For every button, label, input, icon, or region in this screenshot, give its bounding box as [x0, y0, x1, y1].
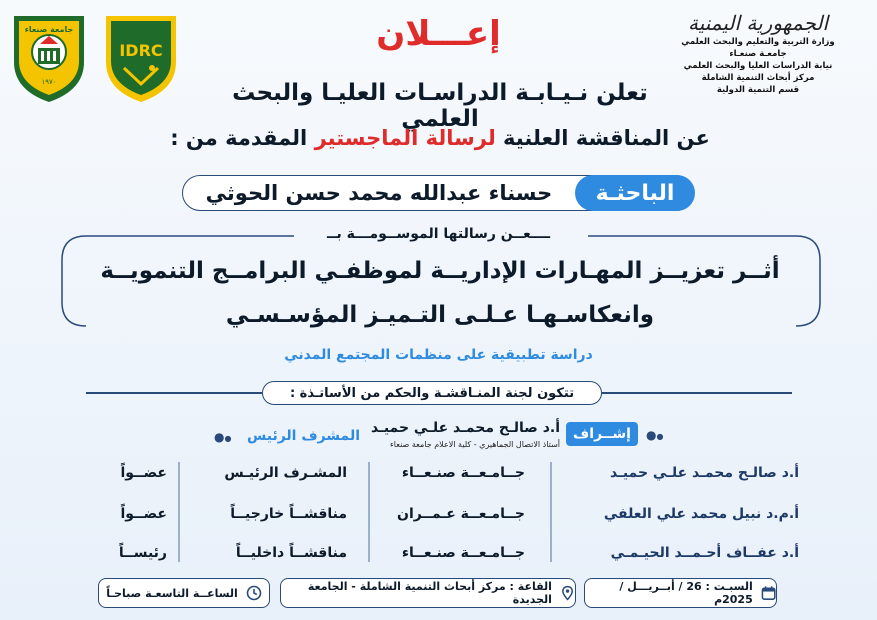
researcher-box [182, 175, 694, 211]
column-divider [178, 462, 180, 562]
member-role: المشـرف الرئيـس [224, 465, 347, 481]
study-subtitle: دراسة تطبيقية على منظمات المجتمع المدني [284, 347, 593, 363]
university-line: جامعـة صنعـاء [729, 49, 787, 59]
supervisor-affiliation: أستاذ الاتصال الجماهيري - كلية الاعلام جامعة صنعاء [390, 440, 560, 449]
member-university: جــامـعــة صنـعــاء [401, 545, 525, 561]
footer-date-text: السبـت : 26 / أبــريـــل / 2025م [619, 580, 753, 606]
republic-script-title: الجمهورية اليمنية [687, 11, 829, 35]
thesis-label: ــــعــن رسالتها الموســومـــة بــ [326, 226, 551, 242]
bullet-dots-icon: ●● [646, 428, 664, 442]
member-position: رئيســاً [118, 545, 167, 561]
member-role: مناقشــاً داخليــاً [235, 545, 347, 561]
member-role: مناقشــاً خارجيــاً [230, 506, 347, 522]
member-name: أ.م.د نبيل محمد علي العلفي [603, 506, 799, 522]
announcement-line1: تعلن نـيـابـة الدراسـات العليـا والبحث العلمي [232, 80, 648, 132]
sanaa-logo-year: ١٩٧٠ [41, 78, 57, 86]
calendar-icon [761, 585, 776, 601]
supervisor-name: أ.د صالـح محمـد علـي حميـد [370, 420, 560, 436]
footer-date [584, 578, 777, 608]
line2-suffix: المقدمة من : [170, 126, 315, 150]
center-line: مركز أبحاث التنمية الشاملة [701, 73, 815, 83]
footer-venue [280, 578, 576, 608]
line2-highlight: لرسالة الماجستير [314, 126, 496, 150]
member-name: أ.د صالـح محمـد علـي حميـد [609, 465, 799, 481]
announcement-title: إعـــلان [376, 14, 501, 54]
department-line: قسم التنمية الدولية [716, 85, 800, 95]
sanaa-logo-text: جامعة صنعاء [24, 25, 74, 34]
footer-time-text: الساعــة التاسعـة صباحـاً [106, 586, 238, 600]
researcher-tag: الباحثـة [575, 175, 695, 211]
footer-venue-text: القاعة : مركز أبحاث التنمية الشاملة - الجامعة الجديدة [307, 580, 552, 606]
announcement-line2 [120, 126, 760, 150]
member-position: عضــواً [120, 506, 167, 522]
supervision-tag: إشــراف [566, 422, 638, 446]
thesis-title-line2: وانعكاسـهـا عـلـى التـميـز المؤسـسـي [225, 302, 655, 328]
column-divider [368, 462, 370, 562]
committee-rule-right [602, 392, 792, 394]
idrc-logo-text: IDRC [119, 41, 163, 60]
committee-rule-left [86, 392, 262, 394]
member-university: جــامـعــة صنـعــاء [401, 465, 525, 481]
committee-heading: تتكون لجنة المنـاقشـة والحكم من الأساتـذة : [262, 381, 602, 405]
researcher-name: حسناء عبدالله محمد حسن الحوثي [205, 181, 553, 205]
ministry-line: وزارة التربية والتعليم والبحث العلمي [681, 37, 835, 47]
line2-prefix: عن المناقشة العلنية [495, 126, 710, 150]
bullet-dots-icon: ●● [214, 430, 232, 444]
clock-icon [246, 585, 262, 601]
footer-time [98, 578, 270, 608]
deanship-line: نيابة الدراسات العليا والبحث العلمي [683, 61, 833, 71]
thesis-title-line1: أثــر تعزيــز المهـارات الإداريــة لموظفـي البرامــج التنمويــة [100, 258, 780, 284]
member-name: أ.د عفــاف أحـمــد الحيـمـي [610, 545, 799, 561]
member-university: جــامـعــة عـمــران [397, 506, 525, 522]
column-divider [550, 462, 552, 562]
member-position: عضــواً [120, 465, 167, 481]
location-pin-icon [560, 585, 575, 601]
main-supervisor-label: المشرف الرئيس [246, 428, 360, 444]
